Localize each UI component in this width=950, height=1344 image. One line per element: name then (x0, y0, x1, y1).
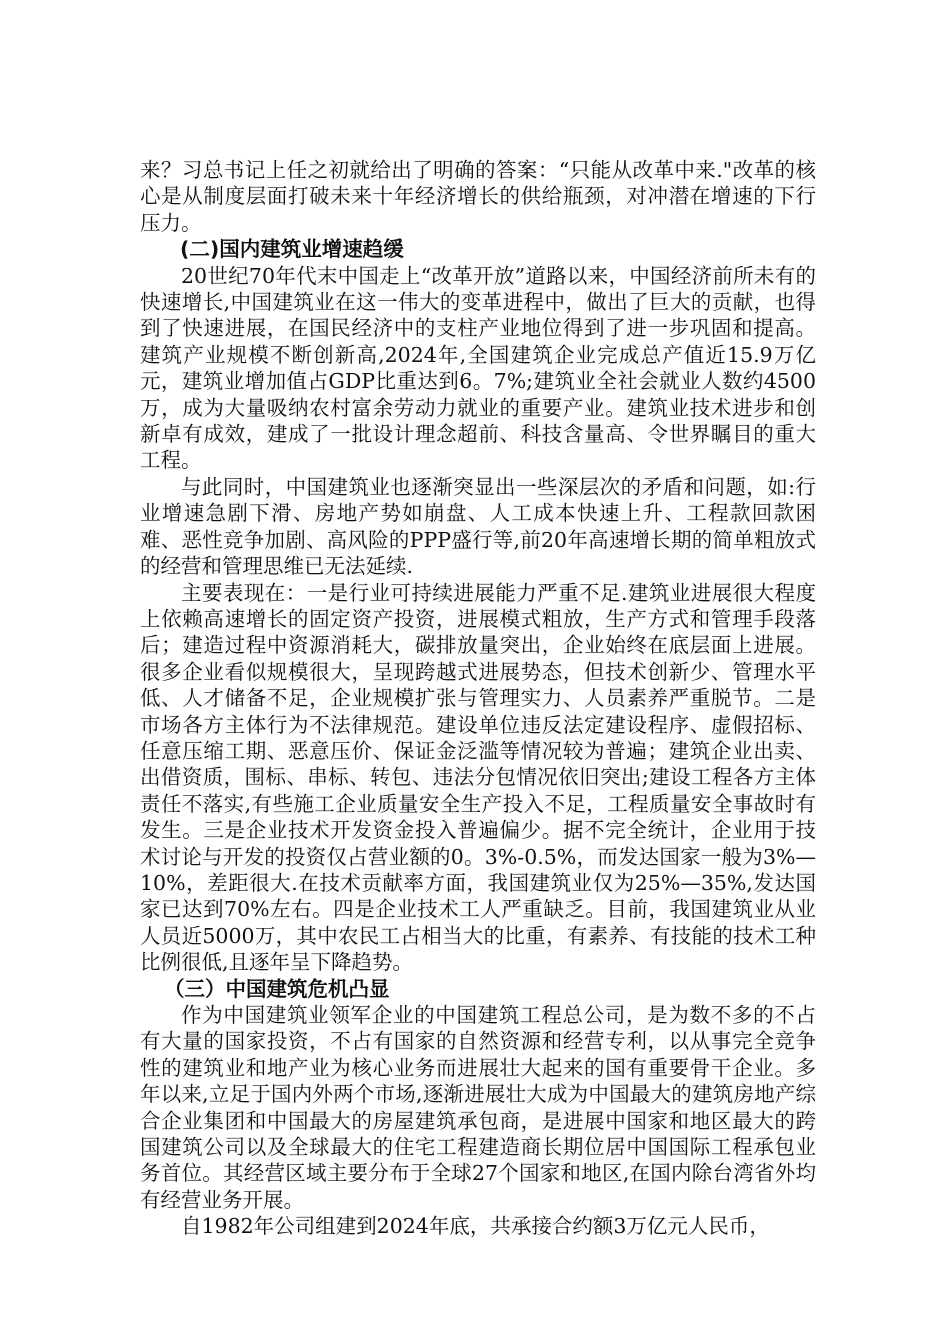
paragraph-contradictions: 与此同时，中国建筑业也逐渐突显出一些深层次的矛盾和问题，如:行业增速急剧下滑、房地产势如崩盘、人工成本快速上升、工程款回款困难、恶性竞争加剧、高风险的PPP盛行等,前20年高速增长期的简单粗放式的经营和管理思维已无法延续. (140, 474, 816, 579)
paragraph-main-problems: 主要表现在：一是行业可持续进展能力严重不足.建筑业进展很大程度上依赖高速增长的固定资产投资，进展模式粗放，生产方式和管理手段落后；建造过程中资源消耗大，碳排放量突出，企业始终在底层面上进展。很多企业看似规模很大，呈现跨越式进展势态，但技术创新少、管理水平低、人才储备不足，企业规模扩张与管理实力、人员素养严重脱节。二是市场各方主体行为不法律规范。建设单位违反法定建设程序、虚假招标、任意压缩工期、恶意压价、保证金泛滥等情况较为普遍；建筑企业出卖、出借资质，围标、串标、转包、违法分包情况依旧突出;建设工程各方主体责任不落实,有些施工企业质量安全生产投入不足，工程质量安全事故时有发生。三是企业技术开发资金投入普遍偏少。据不完全统计，企业用于技术讨论与开发的投资仅占营业额的0。3%-0.5%，而发达国家一般为3%—10%，差距很大.在技术贡献率方面，我国建筑业仅为25%—35%,发达国家已达到70%左右。四是企业技术工人严重缺乏。目前，我国建筑业从业人员近5000万，其中农民工占相当大的比重，有素养、有技能的技术工种比例很低,且逐年呈下降趋势。 (140, 580, 816, 975)
paragraph-contract-volume: 自1982年公司组建到2024年底，共承接合约额3万亿元人民币， (181, 1214, 770, 1239)
document-body (140, 157, 816, 1240)
section-heading-cscec-crisis: （三）中国建筑危机凸显 (164, 976, 390, 1001)
section-heading-industry-slowdown: (二)国内建筑业增速趋缓 (180, 237, 404, 262)
paragraph-reform-answer: 来？习总书记上任之初就给出了明确的答案：“只能从改革中来."改革的核心是从制度层面打破未来十年经济增长的供给瓶颈，对冲潜在增速的下行压力。 (140, 158, 816, 235)
paragraph-cscec-overview: 作为中国建筑业领军企业的中国建筑工程总公司，是为数不多的不占有大量的国家投资，不占有国家的自然资源和经营专利，以从事完全竞争性的建筑业和地产业为核心业务而进展壮大起来的国有重要骨干企业。多年以来,立足于国内外两个市场,逐渐进展壮大成为中国最大的建筑房地产综合企业集团和中国最大的房屋建筑承包商，是进展中国家和地区最大的跨国建筑公司以及全球最大的住宅工程建造商长期位居中国国际工程承包业务首位。其经营区域主要分布于全球27个国家和地区,在国内除台湾省外均有经营业务开展。 (140, 1003, 816, 1212)
paragraph-industry-growth: 20世纪70年代末中国走上“改革开放”道路以来，中国经济前所未有的快速增长,中国建筑业在这一伟大的变革进程中，做出了巨大的贡献，也得到了快速进展，在国民经济中的支柱产业地位得到了进一步巩固和提高。建筑产业规模不断创新高,2024年,全国建筑企业完成总产值近15.9万亿元，建筑业增加值占GDP比重达到6。7%;建筑业全社会就业人数约4500万，成为大量吸纳农村富余劳动力就业的重要产业。建筑业技术进步和创新卓有成效，建成了一批设计理念超前、科技含量高、令世界瞩目的重大工程。 (140, 263, 816, 473)
